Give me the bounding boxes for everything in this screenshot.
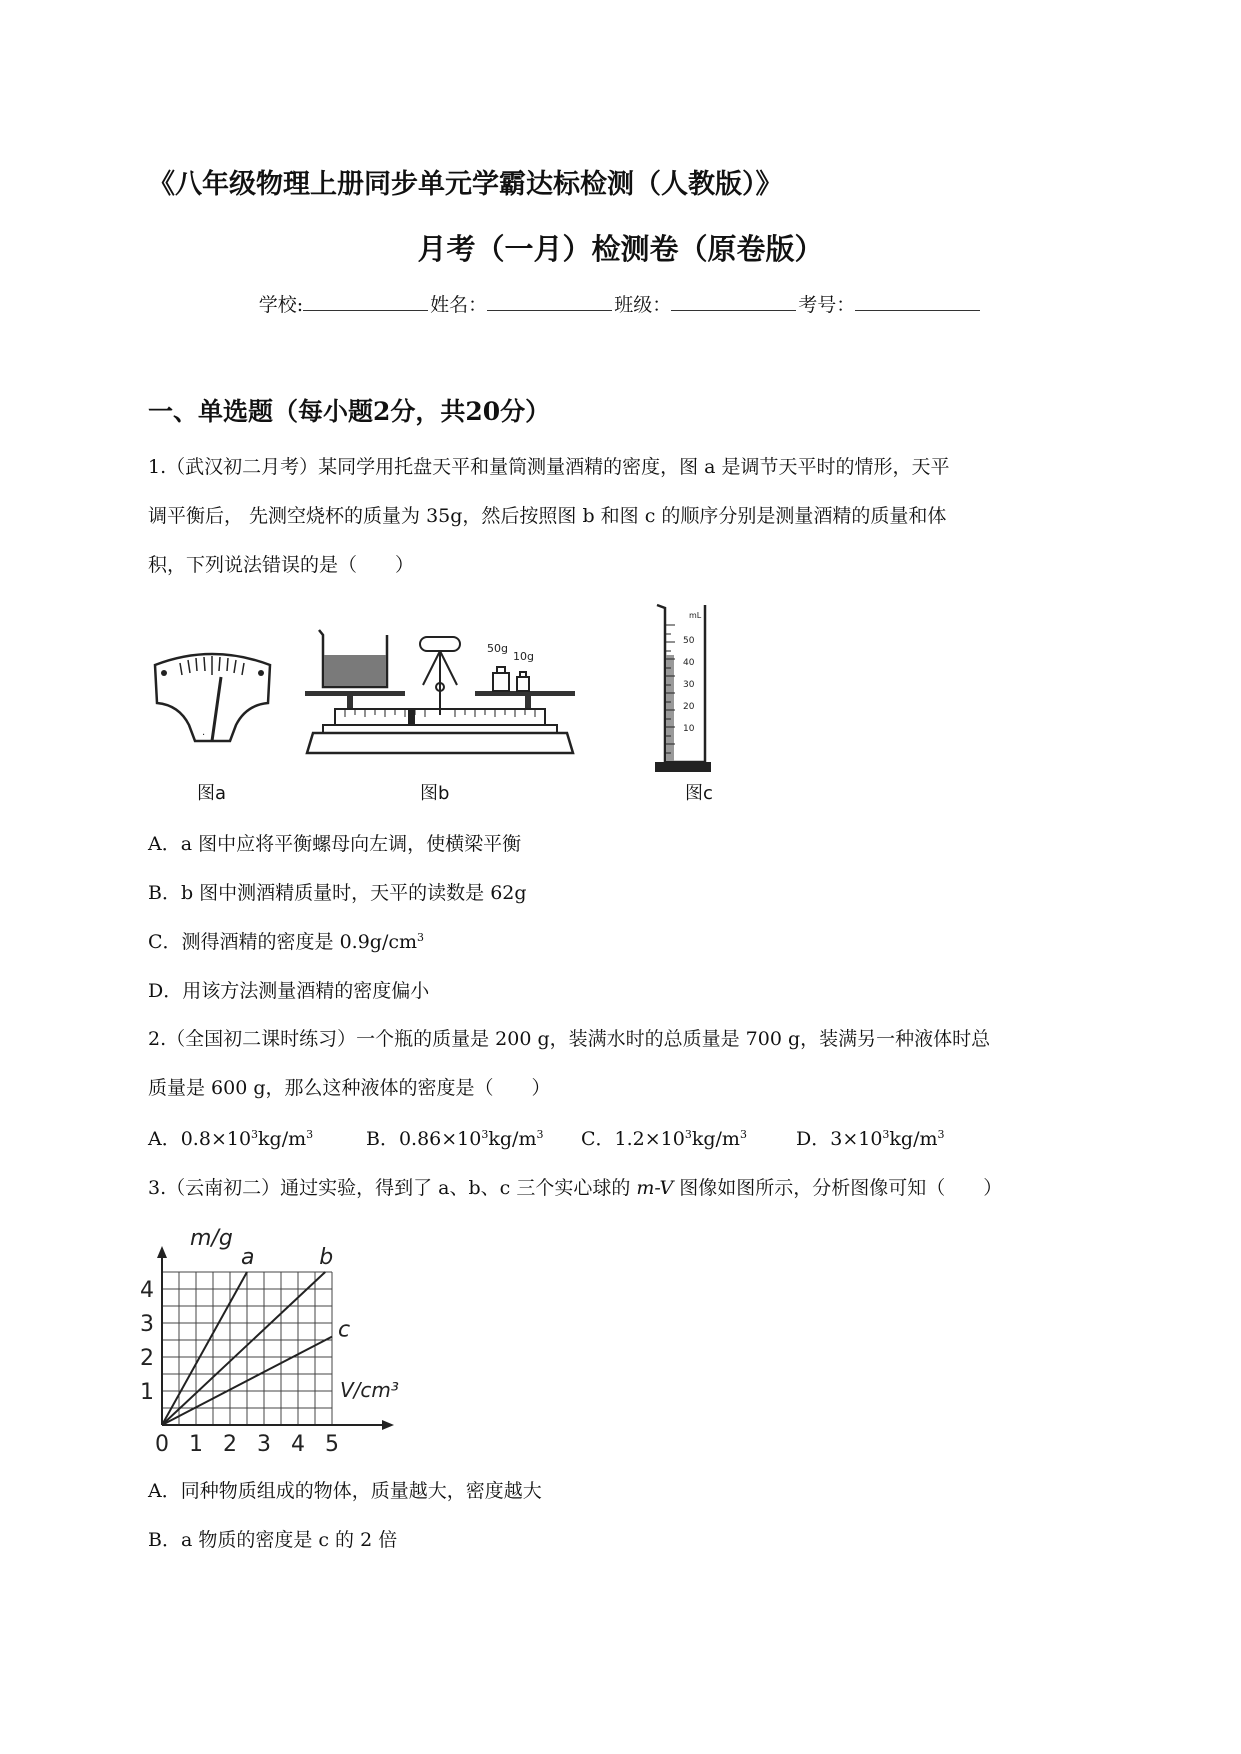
question-2-text — [148, 1015, 1098, 1113]
name-label: 姓名： — [430, 294, 488, 316]
q2-option-c-unit: kg/m — [691, 1128, 740, 1150]
x-tick-label: 0 — [155, 1432, 169, 1455]
q2-option-a-pre: A．0.8×10 — [148, 1128, 252, 1150]
exam-number-label: 考号： — [798, 294, 856, 316]
x-tick-label: 3 — [257, 1432, 271, 1455]
q1-option-a[interactable]: A．a 图中应将平衡螺母向左调，使横梁平衡 — [148, 833, 522, 855]
figure-c-cylinder — [653, 600, 713, 775]
figure-a-dial — [150, 645, 275, 785]
q2-option-b-sup1: 3 — [481, 1128, 489, 1141]
q1-option-c[interactable] — [148, 927, 424, 954]
school-label: 学校: — [258, 294, 304, 316]
q2-option-b-sup2: 3 — [536, 1128, 544, 1141]
q2-option-b-unit: kg/m — [488, 1128, 537, 1150]
q1-line-1: 1.（武汉初二月考）某同学用托盘天平和量筒测量酒精的密度，图 a 是调节天平时的情形，天平 — [148, 456, 950, 478]
q2-option-d-sup1: 3 — [882, 1128, 890, 1141]
q1-option-c-text: C．测得酒精的密度是 0.9g/cm — [148, 931, 418, 953]
x-tick-label: 4 — [291, 1432, 305, 1455]
q2-option-b-pre: B．0.86×10 — [366, 1128, 482, 1150]
figure-c-label: 图c — [685, 783, 713, 804]
q2-option-a-sup1: 3 — [251, 1128, 259, 1141]
class-label: 班级： — [614, 294, 672, 316]
class-blank[interactable] — [671, 292, 796, 311]
exam-title: 月考（一月）检测卷（原卷版） — [417, 232, 824, 266]
series-label-c: c — [338, 1317, 351, 1343]
q3-text-pre: 3.（云南初二）通过实验，得到了 a、b、c 三个实心球的 — [148, 1177, 637, 1199]
mv-chart — [140, 1215, 440, 1455]
x-tick-label: 5 — [325, 1432, 339, 1455]
weight-10g-label: 10g — [513, 650, 534, 663]
q3-text-italic: m-V — [636, 1177, 674, 1199]
cylinder-tick-30: 30 — [683, 680, 695, 690]
x-axis-arrow — [382, 1420, 394, 1430]
q3-option-b[interactable]: B．a 物质的密度是 c 的 2 倍 — [148, 1529, 398, 1551]
q2-option-a-unit: kg/m — [258, 1128, 307, 1150]
svg-text:·: · — [202, 730, 206, 741]
cylinder-tick-20: 20 — [683, 702, 695, 712]
cylinder-tick-50: 50 — [683, 636, 695, 646]
student-info-fields — [0, 290, 1241, 317]
q2-option-d-sup2: 3 — [937, 1128, 945, 1141]
y-axis-arrow — [157, 1246, 167, 1258]
q1-option-d[interactable]: D．用该方法测量酒精的密度偏小 — [148, 980, 430, 1002]
cylinder-unit: mL — [689, 611, 702, 620]
name-blank[interactable] — [487, 292, 612, 311]
y-tick-label: 4 — [140, 1278, 154, 1303]
section-heading: 一、单选题（每小题2分，共20分） — [148, 397, 551, 426]
q2-option-a-sup2: 3 — [306, 1128, 314, 1141]
figure-b-balance — [305, 625, 595, 765]
y-tick-label: 1 — [140, 1380, 154, 1405]
series-line-b — [162, 1272, 325, 1425]
school-blank[interactable] — [303, 292, 428, 311]
figure-a-label: 图a — [197, 783, 227, 804]
y-axis-label: m/g — [190, 1226, 233, 1251]
q1-line-3: 积，下列说法错误的是（ ） — [148, 554, 415, 576]
q2-option-d[interactable] — [796, 1124, 945, 1151]
q2-option-d-pre: D．3×10 — [796, 1128, 883, 1150]
q2-option-c-sup1: 3 — [684, 1128, 692, 1141]
q1-option-b[interactable]: B．b 图中测酒精质量时，天平的读数是 62g — [148, 882, 527, 904]
q1-line-2: 调平衡后， 先测空烧杯的质量为 35g，然后按照图 b 和图 c 的顺序分别是测量酒精的质量和体 — [148, 505, 947, 527]
q2-option-a[interactable] — [148, 1124, 366, 1151]
q2-option-d-unit: kg/m — [889, 1128, 938, 1150]
q2-option-c-pre: C．1.2×10 — [581, 1128, 685, 1150]
q1-option-c-sup: 3 — [417, 931, 425, 944]
y-tick-label: 3 — [140, 1312, 154, 1337]
q3-text-post: 图像如图所示，分析图像可知（ ） — [673, 1177, 1003, 1199]
exam-number-blank[interactable] — [855, 292, 980, 311]
q2-options — [148, 1124, 1098, 1151]
series-label-b: b — [319, 1245, 334, 1270]
question-3-text — [148, 1173, 1002, 1200]
figure-b-label: 图b — [420, 783, 450, 804]
series-title: 《八年级物理上册同步单元学霸达标检测（人教版）》 — [148, 169, 783, 200]
q3-option-a[interactable]: A．同种物质组成的物体，质量越大，密度越大 — [148, 1480, 542, 1502]
series-label-a: a — [241, 1245, 255, 1270]
y-tick-label: 2 — [140, 1346, 154, 1371]
q2-line-1: 2.（全国初二课时练习）一个瓶的质量是 200 g，装满水时的总质量是 700 g，装满另一种液体时总 — [148, 1028, 991, 1050]
chart-ticks — [140, 1278, 339, 1455]
q2-option-c[interactable] — [581, 1124, 796, 1151]
q2-option-b[interactable] — [366, 1124, 581, 1151]
x-tick-label: 1 — [189, 1432, 203, 1455]
question-1-text — [148, 443, 1098, 590]
q2-option-c-sup2: 3 — [739, 1128, 747, 1141]
chart-axes — [157, 1246, 394, 1430]
cylinder-tick-40: 40 — [683, 658, 695, 668]
weight-50g-label: 50g — [487, 642, 508, 655]
q2-line-2: 质量是 600 g，那么这种液体的密度是（ ） — [148, 1077, 551, 1099]
cylinder-tick-10: 10 — [683, 724, 695, 734]
x-axis-label: V/cm³ — [340, 1378, 399, 1402]
x-tick-label: 2 — [223, 1432, 237, 1455]
